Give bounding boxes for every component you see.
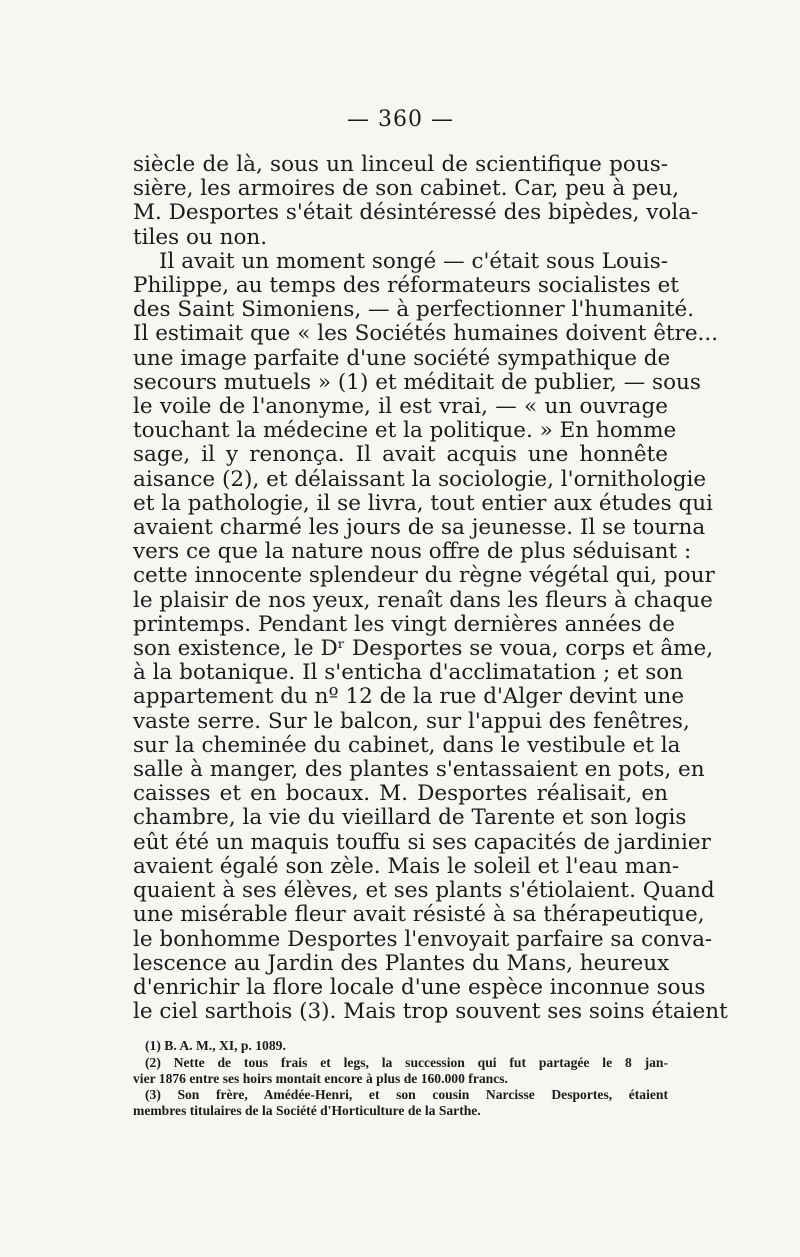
book-page <box>133 105 728 1119</box>
footnote-line: membres titulaires de la Société d'Horticulture de la Sarthe. <box>133 1103 481 1119</box>
body-text-line: une image parfaite d'une société sympathique de <box>133 345 671 371</box>
body-text-line: Philippe, au temps des réformateurs socialistes et <box>133 273 679 299</box>
body-text-line: salle à manger, des plantes s'entassaient en pots, en <box>133 757 705 783</box>
body-text-line: secours mutuels » (1) et méditait de publier, — sous <box>133 369 701 395</box>
body-text-line: à la botanique. Il s'enticha d'acclimatation ; et son <box>133 660 684 686</box>
body-text-line: et la pathologie, il se livra, tout entier aux études qui <box>133 490 713 516</box>
body-text-line: sage, il y renonça. Il avait acquis une honnête <box>133 442 668 468</box>
body-text-line: quaient à ses élèves, et ses plants s'étiolaient. Quand <box>133 878 715 904</box>
footnote-line: (3) Son frère, Amédée-Henri, et son cousin Narcisse Desportes, étaient <box>145 1086 668 1102</box>
body-text-line: siècle de là, sous un linceul de scientifique pous- <box>133 152 668 177</box>
body-text-line: des Saint Simoniens, — à perfectionner l'humanité. <box>133 297 695 323</box>
body-text-line: une misérable fleur avait résisté à sa thérapeutique, <box>133 902 705 928</box>
body-text-line: Il estimait que « les Sociétés humaines doivent être... <box>133 321 719 347</box>
body-text-line: le plaisir de nos yeux, renaît dans les fleurs à chaque <box>133 587 713 613</box>
body-text <box>133 152 728 1025</box>
body-text-line: lescence au Jardin des Plantes du Mans, heureux <box>133 950 670 976</box>
body-text-line: chambre, la vie du vieillard de Tarente et son logis <box>133 805 687 831</box>
body-text-line: eût été un maquis touffu si ses capacités de jardinier <box>133 829 711 855</box>
body-text-line: avaient charmé les jours de sa jeunesse. Il se tourna <box>133 515 706 541</box>
body-text-line: vers ce que la nature nous offre de plus séduisant : <box>133 539 692 565</box>
body-text-line: vaste serre. Sur le balcon, sur l'appui des fenêtres, <box>133 708 690 734</box>
body-text-line: le bonhomme Desportes l'envoyait parfaire sa conva- <box>133 926 713 952</box>
body-text-line: caisses et en bocaux. M. Desportes réalisait, en <box>133 781 668 807</box>
body-text-line: le ciel sarthois (3). Mais trop souvent ses soins étaient <box>133 999 728 1025</box>
body-text-line: touchant la médecine et la politique. » En homme <box>133 418 677 444</box>
body-text-line: le voile de l'anonyme, il est vrai, — « un ouvrage <box>133 394 668 420</box>
body-text-line: M. Desportes s'était désintéressé des bipèdes, vola- <box>133 200 699 226</box>
page-number: — 360 — <box>347 107 454 132</box>
body-text-line: printemps. Pendant les vingt dernières années de <box>133 611 675 637</box>
body-text-line: sur la cheminée du cabinet, dans le vestibule et la <box>133 732 681 758</box>
footnotes <box>133 1038 668 1119</box>
footnote-line: (2) Nette de tous frais et legs, la succession qui fut partagée le 8 jan- <box>145 1054 668 1070</box>
body-text-line: sière, les armoires de son cabinet. Car, peu à peu, <box>133 176 680 202</box>
footnote-line: vier 1876 entre ses hoirs montait encore à plus de 160.000 francs. <box>133 1070 508 1086</box>
body-text-line: d'enrichir la flore locale d'une espèce inconnue sous <box>133 974 706 1000</box>
body-text-line: cette innocente splendeur du règne végétal qui, pour <box>133 563 715 589</box>
body-text-line: Il avait un moment songé — c'était sous Louis- <box>159 248 668 274</box>
body-text-line: aisance (2), et délaissant la sociologie, l'ornithologie <box>133 466 707 492</box>
body-text-line: appartement du nº 12 de la rue d'Alger devint une <box>133 684 685 710</box>
body-text-line: son existence, le Dʳ Desportes se voua, corps et âme, <box>133 636 714 662</box>
footnote-line: (1) B. A. M., XI, p. 1089. <box>145 1038 286 1054</box>
body-text-line: avaient égalé son zèle. Mais le soleil et l'eau man- <box>133 853 680 879</box>
body-text-line: tiles ou non. <box>133 224 268 250</box>
